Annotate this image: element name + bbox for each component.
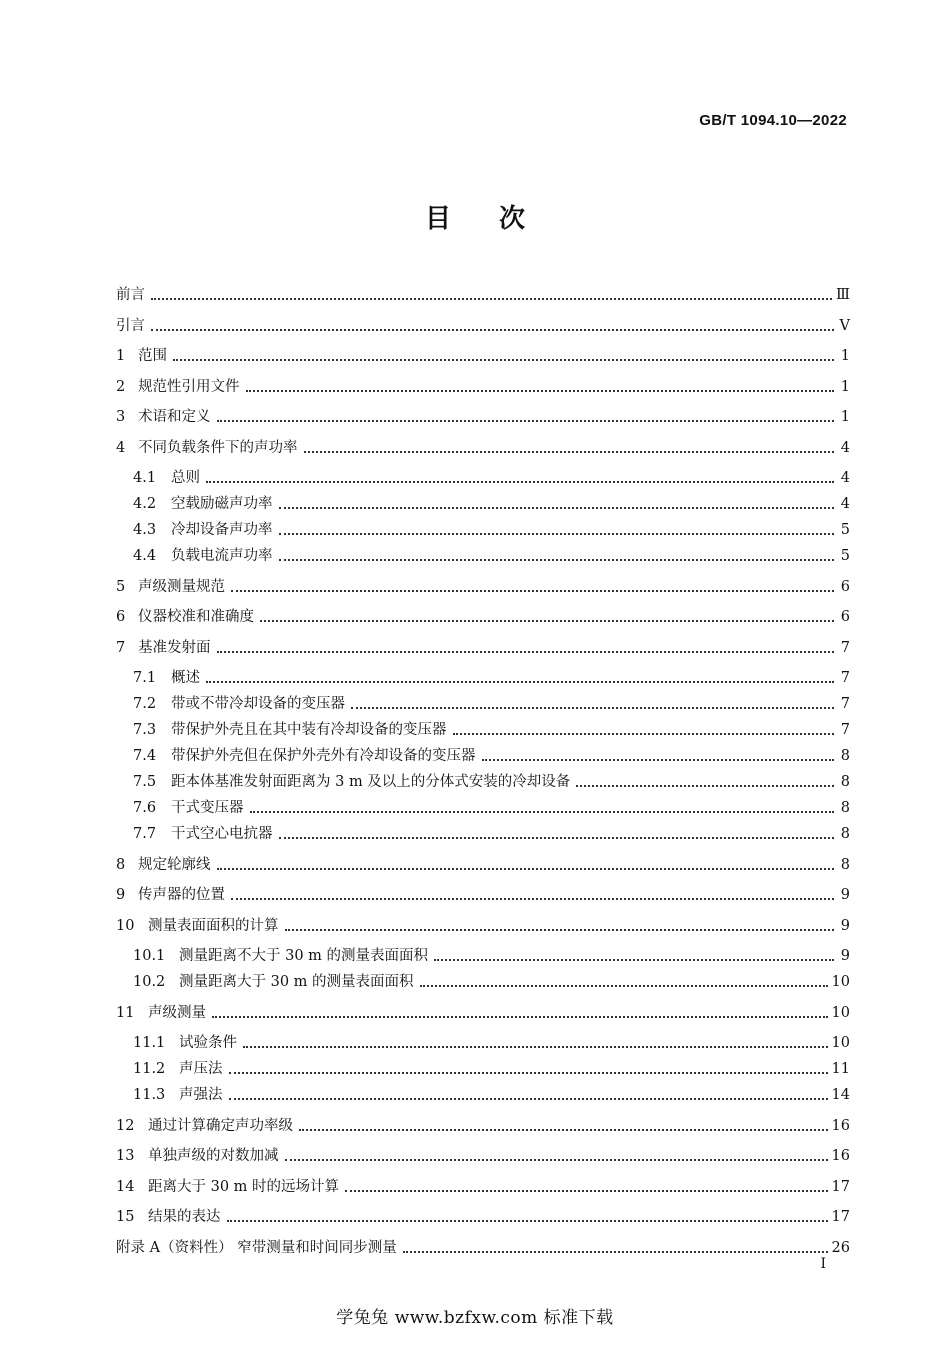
dot-leader xyxy=(151,329,834,331)
toc-entry[interactable] xyxy=(116,769,850,795)
toc-entry-page: Ⅲ xyxy=(836,287,850,303)
dot-leader xyxy=(260,620,834,622)
toc-entry-title: 声压法 xyxy=(179,1061,223,1077)
dot-leader xyxy=(403,1251,828,1253)
toc-entry-page: 1 xyxy=(840,348,850,364)
dot-leader xyxy=(434,959,834,961)
dot-leader xyxy=(243,1046,828,1048)
toc-entry-title: 干式变压器 xyxy=(171,800,244,816)
toc-entry-page: 6 xyxy=(840,609,850,625)
page-number: Ⅰ xyxy=(820,1256,826,1272)
toc-entry-page: 8 xyxy=(840,826,850,842)
dot-leader xyxy=(420,985,828,987)
toc-entry[interactable] xyxy=(116,1235,850,1261)
toc-entry[interactable] xyxy=(116,517,850,543)
toc-entry-number: 1 xyxy=(116,348,126,364)
toc-entry-page: 4 xyxy=(840,439,850,456)
dot-leader xyxy=(206,481,834,483)
toc-entry[interactable] xyxy=(116,404,850,430)
toc-entry[interactable] xyxy=(116,1082,850,1108)
toc-entry-title: 规定轮廓线 xyxy=(138,856,211,873)
toc-entry-number: 3 xyxy=(116,409,126,425)
toc-entry-number: 7 xyxy=(116,639,126,656)
toc-entry[interactable] xyxy=(116,913,850,939)
toc-entry-title: 测量距离不大于 30 m 的测量表面面积 xyxy=(179,948,429,964)
toc-entry-title: 术语和定义 xyxy=(138,409,211,425)
toc-entry-page: 6 xyxy=(840,578,850,595)
toc-entry[interactable] xyxy=(116,343,850,369)
toc-entry-title: 前言 xyxy=(116,287,145,303)
toc-entry-number: 4.2 xyxy=(133,496,157,512)
toc-entry-page: 10 xyxy=(831,1035,850,1051)
dot-leader xyxy=(304,451,835,453)
toc-entry[interactable] xyxy=(116,882,850,908)
toc-entry-title: 范围 xyxy=(138,348,167,364)
toc-entry-page: 1 xyxy=(840,409,850,425)
toc-entry[interactable] xyxy=(116,717,850,743)
toc-entry-number: 13 xyxy=(116,1148,135,1164)
toc-entry-title: 总则 xyxy=(171,470,200,486)
toc-entry-title: 基准发射面 xyxy=(138,639,211,656)
dot-leader xyxy=(351,707,834,709)
dot-leader xyxy=(285,929,835,931)
dot-leader xyxy=(482,759,835,761)
toc-entry-title: 距离大于 30 m 时的远场计算 xyxy=(148,1178,340,1195)
toc-entry-title: 通过计算确定声功率级 xyxy=(148,1117,293,1134)
dot-leader xyxy=(279,533,835,535)
toc-entry[interactable] xyxy=(116,1174,850,1200)
toc-entry-title: 距本体基准发射面距离为 3 m 及以上的分体式安装的冷却设备 xyxy=(171,774,571,790)
toc-entry[interactable] xyxy=(116,665,850,691)
toc-entry-title: 传声器的位置 xyxy=(138,887,225,903)
toc-entry[interactable] xyxy=(116,491,850,517)
dot-leader xyxy=(576,785,834,787)
toc-entry-page: 26 xyxy=(831,1239,850,1256)
standard-code: GB/T 1094.10—2022 xyxy=(699,112,847,129)
toc-entry[interactable] xyxy=(116,1204,850,1230)
toc-entry-number: 12 xyxy=(116,1117,135,1134)
toc-entry-page: 8 xyxy=(840,800,850,816)
dot-leader xyxy=(279,837,835,839)
toc-entry-title: 试验条件 xyxy=(179,1035,237,1051)
toc-entry-title: 单独声级的对数加减 xyxy=(148,1148,279,1164)
toc-entry-page: 10 xyxy=(831,1004,850,1021)
toc-entry-number: 4.3 xyxy=(133,522,157,538)
toc-entry-page: 11 xyxy=(831,1061,850,1077)
dot-leader xyxy=(173,359,834,361)
toc-entry-title: 声强法 xyxy=(179,1087,223,1103)
toc-entry[interactable] xyxy=(116,1113,850,1139)
toc-entry-number: 4.4 xyxy=(133,548,157,564)
toc-entry-number: 9 xyxy=(116,887,126,903)
toc-entry-title: 概述 xyxy=(171,670,200,686)
toc-entry-number: 11.1 xyxy=(133,1035,166,1051)
toc-entry-title: 声级测量规范 xyxy=(138,578,225,595)
toc-entry-title: 干式空心电抗器 xyxy=(171,826,273,842)
toc-entry-page: 16 xyxy=(831,1148,850,1164)
dot-leader xyxy=(151,298,832,300)
dot-leader xyxy=(229,1098,828,1100)
toc-entry[interactable] xyxy=(116,435,850,461)
toc-entry-number: 6 xyxy=(116,609,126,625)
toc-entry-number: 2 xyxy=(116,378,126,395)
toc-entry[interactable] xyxy=(116,743,850,769)
toc-entry-page: Ⅴ xyxy=(839,317,850,334)
toc-entry-number: 11.2 xyxy=(133,1061,166,1077)
toc-entry-number: 7.6 xyxy=(133,800,157,816)
dot-leader xyxy=(250,811,835,813)
dot-leader xyxy=(229,1072,828,1074)
toc-entry-page: 8 xyxy=(840,774,850,790)
dot-leader xyxy=(217,868,835,870)
toc-entry-page: 5 xyxy=(840,548,850,564)
toc-entry-number: 15 xyxy=(116,1209,135,1225)
toc-entry-page: 7 xyxy=(840,639,850,656)
toc-entry-title: 测量表面面积的计算 xyxy=(148,917,279,934)
table-of-contents xyxy=(116,282,850,1261)
toc-entry[interactable] xyxy=(116,374,850,400)
toc-entry-page: 9 xyxy=(840,917,850,934)
dot-leader xyxy=(231,898,834,900)
toc-entry-title: 空载励磁声功率 xyxy=(171,496,273,512)
toc-entry-number: 8 xyxy=(116,856,126,873)
toc-entry-page: 9 xyxy=(840,948,850,964)
dot-leader xyxy=(246,390,835,392)
toc-entry-page: 17 xyxy=(831,1178,850,1195)
toc-entry-number: 7.2 xyxy=(133,696,157,712)
toc-entry-page: 7 xyxy=(840,670,850,686)
toc-entry-title: 引言 xyxy=(116,317,145,334)
toc-entry-page: 7 xyxy=(840,722,850,738)
dot-leader xyxy=(279,559,835,561)
toc-entry-number: 7.7 xyxy=(133,826,157,842)
toc-entry[interactable] xyxy=(116,313,850,339)
toc-entry-number: 14 xyxy=(116,1178,135,1195)
toc-entry-title: 冷却设备声功率 xyxy=(171,522,273,538)
toc-entry-title: 规范性引用文件 xyxy=(138,378,240,395)
toc-entry-page: 4 xyxy=(840,470,850,486)
toc-entry-number: 4.1 xyxy=(133,470,157,486)
dot-leader xyxy=(217,651,835,653)
toc-entry[interactable] xyxy=(116,1030,850,1056)
toc-entry-number: 10 xyxy=(116,917,135,934)
dot-leader xyxy=(206,681,834,683)
toc-entry[interactable] xyxy=(116,943,850,969)
toc-entry-page: 8 xyxy=(840,748,850,764)
toc-entry-number: 7.3 xyxy=(133,722,157,738)
toc-entry-number: 5 xyxy=(116,578,126,595)
dot-leader xyxy=(299,1129,828,1131)
toc-entry-number: 7.1 xyxy=(133,670,157,686)
dot-leader xyxy=(212,1016,828,1018)
toc-entry-page: 16 xyxy=(831,1117,850,1134)
toc-entry-title: 带保护外壳但在保护外壳外有冷却设备的变压器 xyxy=(171,748,476,764)
toc-entry-number: 11 xyxy=(116,1004,135,1021)
toc-entry[interactable] xyxy=(116,604,850,630)
toc-entry-page: 1 xyxy=(840,378,850,395)
toc-entry-number: 7.4 xyxy=(133,748,157,764)
dot-leader xyxy=(345,1190,828,1192)
toc-entry-title: 结果的表达 xyxy=(148,1209,221,1225)
dot-leader xyxy=(453,733,835,735)
toc-entry-number: 10.2 xyxy=(133,974,166,990)
toc-entry-number: 11.3 xyxy=(133,1087,166,1103)
toc-entry[interactable] xyxy=(116,969,850,995)
toc-entry[interactable] xyxy=(116,821,850,847)
dot-leader xyxy=(217,420,835,422)
toc-entry[interactable] xyxy=(116,543,850,569)
toc-entry-title: 负载电流声功率 xyxy=(171,548,273,564)
toc-entry-page: 8 xyxy=(840,856,850,873)
toc-entry-page: 5 xyxy=(840,522,850,538)
toc-entry[interactable] xyxy=(116,635,850,661)
toc-entry[interactable] xyxy=(116,795,850,821)
toc-entry-page: 9 xyxy=(840,887,850,903)
toc-entry-title: 不同负载条件下的声功率 xyxy=(138,439,298,456)
toc-entry-title: 带或不带冷却设备的变压器 xyxy=(171,696,345,712)
dot-leader xyxy=(227,1220,828,1222)
toc-entry-page: 17 xyxy=(831,1209,850,1225)
page-title: 目次 xyxy=(424,204,573,234)
toc-entry[interactable] xyxy=(116,282,850,308)
dot-leader xyxy=(231,590,834,592)
dot-leader xyxy=(285,1159,828,1161)
toc-entry[interactable] xyxy=(116,1143,850,1169)
footer-watermark: 学兔兔 www.bzfxw.com 标准下载 xyxy=(336,1308,614,1328)
toc-entry-title: 测量距离大于 30 m 的测量表面面积 xyxy=(179,974,414,990)
toc-entry[interactable] xyxy=(116,691,850,717)
toc-entry-title: 仪器校准和准确度 xyxy=(138,609,254,625)
toc-entry-number: 4 xyxy=(116,439,126,456)
toc-entry-number: 10.1 xyxy=(133,948,166,964)
toc-entry-title: 带保护外壳且在其中装有冷却设备的变压器 xyxy=(171,722,447,738)
dot-leader xyxy=(279,507,835,509)
toc-entry-page: 10 xyxy=(831,974,850,990)
toc-entry-number: 7.5 xyxy=(133,774,157,790)
toc-entry[interactable] xyxy=(116,852,850,878)
toc-entry-page: 4 xyxy=(840,496,850,512)
toc-entry-title: 附录 A（资料性） 窄带测量和时间同步测量 xyxy=(116,1239,397,1256)
toc-entry-page: 7 xyxy=(840,696,850,712)
toc-entry-title: 声级测量 xyxy=(148,1004,206,1021)
toc-entry-page: 14 xyxy=(831,1087,850,1103)
toc-entry[interactable] xyxy=(116,1056,850,1082)
toc-entry[interactable] xyxy=(116,465,850,491)
toc-entry[interactable] xyxy=(116,574,850,600)
toc-entry[interactable] xyxy=(116,1000,850,1026)
